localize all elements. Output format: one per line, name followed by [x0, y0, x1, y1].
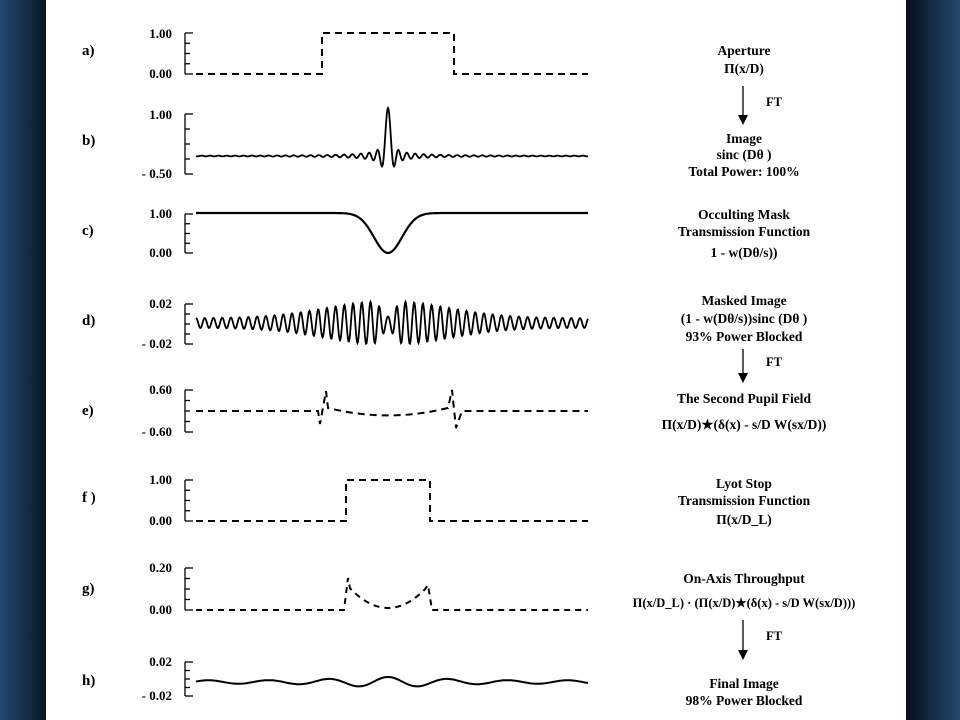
caption-g-title: On-Axis Throughput — [683, 571, 805, 586]
right-border — [902, 0, 960, 720]
panel-a-bottom-tick: 0.00 — [149, 66, 172, 81]
caption-f-formula: Π(x/D_L) — [716, 512, 772, 527]
caption-d — [681, 293, 808, 344]
ft-arrow-2-label: FT — [766, 355, 782, 369]
panel-f-top-tick: 1.00 — [149, 472, 172, 487]
caption-b-formula: sinc (Dθ ) — [716, 147, 772, 162]
caption-a-formula: Π(x/D) — [724, 61, 764, 76]
panel-b-top-tick: 1.00 — [149, 107, 172, 122]
ft-arrow-3 — [738, 620, 783, 660]
caption-e — [662, 391, 827, 432]
caption-d-power: 93% Power Blocked — [685, 329, 803, 344]
panel-g-top-tick: 0.20 — [149, 560, 172, 575]
figure-panel — [46, 0, 906, 720]
panel-g-label: g) — [82, 581, 95, 597]
curves-group — [196, 33, 588, 686]
caption-g — [633, 571, 856, 610]
panel-f-label: f ) — [82, 490, 96, 506]
curve-f-lyot — [196, 480, 588, 521]
caption-a-title: Aperture — [717, 43, 771, 58]
panel-c-label: c) — [82, 223, 94, 239]
caption-g-formula: Π(x/D_L) · (Π(x/D)★(δ(x) - s/D W(sx/D))) — [632, 596, 856, 610]
caption-d-title: Masked Image — [701, 293, 787, 308]
caption-c-title: Occulting Mask — [698, 207, 790, 222]
panel-a-top-tick: 1.00 — [149, 26, 172, 41]
caption-h — [686, 676, 803, 708]
ft-arrow-1 — [738, 86, 783, 125]
caption-e-title: The Second Pupil Field — [677, 391, 811, 406]
caption-c-subtitle: Transmission Function — [677, 224, 811, 239]
caption-e-formula: Π(x/D)★(δ(x) - s/D W(sx/D)) — [661, 417, 827, 432]
panel-e-label: e) — [82, 403, 94, 419]
caption-b-power: Total Power: 100% — [688, 164, 800, 179]
axes-group — [185, 33, 193, 696]
caption-a — [718, 43, 771, 76]
panel-b-label: b) — [82, 133, 96, 149]
panel-f-bottom-tick: 0.00 — [149, 513, 172, 528]
panel-d-top-tick: 0.02 — [149, 296, 172, 311]
caption-c — [678, 207, 811, 260]
caption-f-subtitle: Transmission Function — [677, 493, 811, 508]
caption-h-power: 98% Power Blocked — [685, 693, 803, 708]
curve-a-aperture — [196, 33, 588, 74]
caption-c-formula: 1 - w(Dθ/s)) — [710, 245, 778, 260]
panel-a-label: a) — [82, 43, 95, 59]
caption-d-formula: (1 - w(Dθ/s))sinc (Dθ ) — [680, 311, 808, 326]
ft-arrow-2 — [738, 349, 783, 383]
caption-f-title: Lyot Stop — [716, 476, 772, 491]
caption-b — [688, 131, 799, 179]
ft-arrow-1-label: FT — [766, 95, 782, 109]
panel-h-bottom-tick: - 0.02 — [141, 688, 172, 703]
panel-d-bottom-tick: - 0.02 — [141, 336, 172, 351]
panel-d-label: d) — [82, 313, 96, 329]
coronagraph-figure — [46, 0, 906, 720]
ft-arrow-3-label: FT — [766, 629, 782, 643]
caption-b-title: Image — [726, 131, 762, 146]
curve-g-throughput — [196, 578, 588, 610]
caption-h-title: Final Image — [709, 676, 779, 691]
panel-h-top-tick: 0.02 — [149, 654, 172, 669]
panel-h-label: h) — [82, 673, 96, 689]
panel-e-bottom-tick: - 0.60 — [141, 424, 172, 439]
curve-b-sinc — [196, 108, 588, 166]
panel-c-bottom-tick: 0.00 — [149, 245, 172, 260]
panel-c-top-tick: 1.00 — [149, 206, 172, 221]
panel-b-bottom-tick: - 0.50 — [141, 166, 172, 181]
curve-h-final — [196, 677, 588, 686]
panel-g-bottom-tick: 0.00 — [149, 602, 172, 617]
curve-c-mask — [196, 213, 588, 253]
panel-e-top-tick: 0.60 — [149, 382, 172, 397]
caption-f — [678, 476, 811, 527]
curve-e-pupil — [196, 390, 588, 428]
curve-d-masked — [196, 302, 588, 344]
